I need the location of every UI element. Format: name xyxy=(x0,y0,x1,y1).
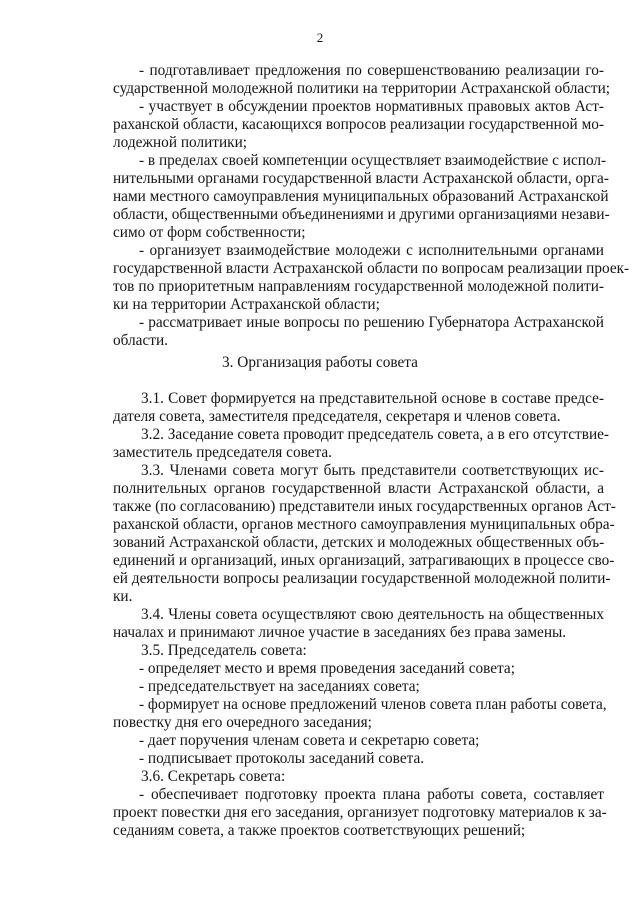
text-line: - формирует на основе предложений членов совета план работы совета, xyxy=(139,696,607,713)
text-line: - участвует в обсуждении проектов нормативных правовых актов Аст- xyxy=(139,98,604,115)
text-line: нительными органами государственной власти Астраханской области, орга- xyxy=(113,170,609,187)
text-line: раханской области, касающихся вопросов реализации государственной мо- xyxy=(113,116,604,133)
text-line: дателя совета, заместителя председателя, секретаря и членов совета. xyxy=(113,408,561,425)
text-line: лодежной политики; xyxy=(113,134,248,151)
text-line: ки. xyxy=(113,588,133,605)
text-line: проект повестки дня его заседания, организует подготовку материалов к за- xyxy=(113,804,607,821)
text-line: раханской области, органов местного самоуправления муниципальных обра- xyxy=(113,516,615,533)
text-line: области, общественными объединениями и другими организациями незави- xyxy=(113,206,610,223)
text-line: полнительных органов государственной власти Астраханской области, а xyxy=(113,480,604,497)
text-line: - определяет место и время проведения заседаний совета; xyxy=(139,660,515,677)
text-line: - организует взаимодействие молодежи с исполнительными органами xyxy=(139,242,604,259)
section-heading: 3. Организация работы совета xyxy=(222,354,418,371)
text-line: - рассматривает иные вопросы по решению Губернатора Астраханской xyxy=(139,314,604,331)
text-line: ки на территории Астраханской области; xyxy=(113,296,380,313)
text-line: области. xyxy=(113,332,168,349)
text-line: также (по согласованию) представители иных государственных органов Аст- xyxy=(113,498,616,515)
text-line: началах и принимают личное участие в заседаниях без права замены. xyxy=(113,624,567,641)
text-line: ей деятельности вопросы реализации государственной молодежной полити- xyxy=(113,570,611,587)
text-line: симо от форм собственности; xyxy=(113,224,306,241)
text-line: 3.6. Секретарь совета: xyxy=(141,768,286,785)
text-line: 3.3. Членами совета могут быть представители соответствующих ис- xyxy=(141,462,604,479)
page-number: 2 xyxy=(316,30,324,45)
text-line: сударственной молодежной политики на территории Астраханской области; xyxy=(113,80,611,97)
text-line: - подписывает протоколы заседаний совета. xyxy=(139,750,425,767)
text-line: зований Астраханской области, детских и молодежных общественных объ- xyxy=(113,534,605,551)
text-line: тов по приоритетным направлениям государственной молодежной полити- xyxy=(113,278,604,295)
text-line: 3.1. Совет формируется на представительной основе в составе предсе- xyxy=(141,390,604,407)
text-line: единений и организаций, иных организаций, затрагивающих в процессе сво- xyxy=(113,552,615,569)
text-line: государственной власти Астраханской области по вопросам реализации проек- xyxy=(113,260,630,277)
text-line: нами местного самоуправления муниципальных образований Астраханской xyxy=(113,188,609,205)
text-line: - председательствует на заседаниях совета; xyxy=(139,678,420,695)
text-line: седаниям совета, а также проектов соответствующих решений; xyxy=(113,822,526,839)
text-line: заместитель председателя совета. xyxy=(113,444,333,461)
text-line: - в пределах своей компетенции осуществляет взаимодействие с испол- xyxy=(139,152,607,169)
text-line: 3.2. Заседание совета проводит председатель совета, а в его отсутствие- xyxy=(141,426,610,443)
text-line: - дает поручения членам совета и секретарю совета; xyxy=(139,732,480,749)
text-line: повестку дня его очередного заседания; xyxy=(113,714,372,731)
text-line: - подготавливает предложения по совершенствованию реализации го- xyxy=(139,62,604,79)
text-line: - обеспечивает подготовку проекта плана работы совета, составляет xyxy=(139,786,604,803)
text-line: 3.5. Председатель совета: xyxy=(141,642,307,659)
text-line: 3.4. Члены совета осуществляют свою деятельность на общественных xyxy=(141,606,604,623)
